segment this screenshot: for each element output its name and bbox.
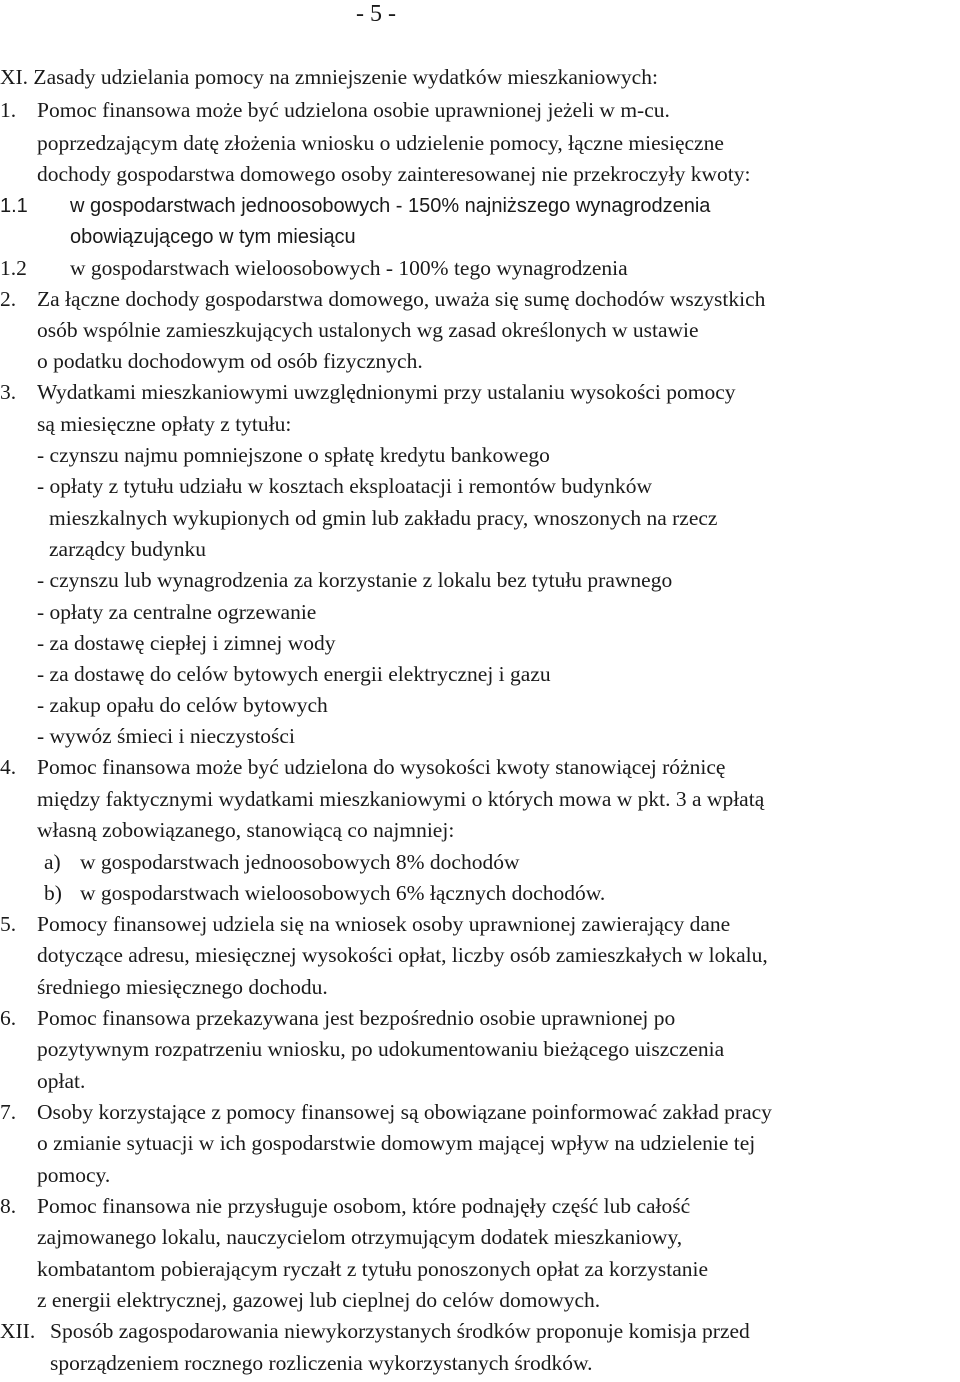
point-8-line-4: z energii elektrycznej, gazowej lub cieplnej do celów domowych. — [37, 1288, 601, 1312]
point-3-dash-2c: zarządcy budynku — [49, 537, 206, 561]
point-3-dash-8: - wywóz śmieci i nieczystości — [37, 724, 295, 748]
point-4-item-a-letter: a) — [44, 850, 61, 874]
point-1-line-1: 1. Pomoc finansowa może być udzielona osobie uprawnionej jeżeli w m-cu. — [0, 98, 670, 122]
point-4-number: 4. — [0, 755, 17, 779]
point-1-1-number: 1.1 — [0, 195, 28, 217]
point-2-number: 2. — [0, 287, 17, 311]
point-3-dash-2a: - opłaty z tytułu udziału w kosztach eksploatacji i remontów budynków — [37, 474, 652, 498]
point-3-dash-3: - czynszu lub wynagrodzenia za korzystanie z lokalu bez tytułu prawnego — [37, 568, 673, 592]
point-2-line-2: osób wspólnie zamieszkujących ustalonych wg zasad określonych w ustawie — [37, 318, 699, 342]
point-7-number: 7. — [0, 1100, 17, 1124]
point-3-dash-4: - opłaty za centralne ogrzewanie — [37, 600, 317, 624]
point-4-item-a: a) w gospodarstwach jednoosobowych 8% dochodów — [44, 850, 520, 874]
point-6-line-2: pozytywnym rozpatrzeniu wniosku, po udokumentowaniu bieżącego uiszczenia — [37, 1037, 725, 1061]
point-3-dash-2b: mieszkalnych wykupionych od gmin lub zakładu pracy, wnoszonych na rzecz — [49, 506, 718, 530]
point-8-line-1: 8. Pomoc finansowa nie przysługuje osobom, które podnajęły część lub całość — [0, 1194, 691, 1218]
point-6-number: 6. — [0, 1006, 17, 1030]
page-number: - 5 - — [356, 1, 396, 27]
section-12-line-2: sporządzeniem rocznego rozliczenia wykorzystanych środków. — [50, 1351, 593, 1375]
point-6-line-3: opłat. — [37, 1069, 86, 1093]
point-5-line-1: 5. Pomocy finansowej udziela się na wniosek osoby uprawnionej zawierający dane — [0, 912, 731, 936]
point-6-line-1: 6. Pomoc finansowa przekazywana jest bezpośrednio osobie uprawnionej po — [0, 1006, 676, 1030]
point-2-line-1: 2. Za łączne dochody gospodarstwa domowego, uważa się sumę dochodów wszystkich — [0, 287, 766, 311]
section-12-line-1: XII. Sposób zagospodarowania niewykorzystanych środków proponuje komisja przed — [0, 1319, 750, 1343]
point-8-line-3: kombatantom pobierającym ryczałt z tytułu ponoszonych opłat za korzystanie — [37, 1257, 709, 1281]
point-4-item-b: b) w gospodarstwach wieloosobowych 6% łącznych dochodów. — [44, 881, 606, 905]
point-1-2-line-1: 1.2 w gospodarstwach wieloosobowych - 100% tego wynagrodzenia — [0, 256, 628, 280]
point-1-number: 1. — [0, 98, 17, 122]
point-5-line-2: dotyczące adresu, miesięcznej wysokości opłat, liczby osób zamieszkałych w lokalu, — [37, 943, 768, 967]
point-7-line-1: 7. Osoby korzystające z pomocy finansowej są obowiązane poinformować zakład pracy — [0, 1100, 772, 1124]
point-7-line-3: pomocy. — [37, 1163, 111, 1187]
point-3-number: 3. — [0, 380, 17, 404]
point-1-1-line-2: obowiązującego w tym miesiącu — [70, 226, 356, 248]
point-1-1-line-1: 1.1 w gospodarstwach jednoosobowych - 150% najniższego wynagrodzenia — [0, 195, 711, 217]
section-12-number: XII. — [0, 1319, 36, 1343]
point-1-line-2: poprzedzającym datę złożenia wniosku o udzielenie pomocy, łączne miesięczne — [37, 131, 724, 155]
point-3-line-1: 3. Wydatkami mieszkaniowymi uwzględnionymi przy ustalaniu wysokości pomocy — [0, 380, 736, 404]
point-3-dash-7: - zakup opału do celów bytowych — [37, 693, 328, 717]
point-4-item-b-letter: b) — [44, 881, 62, 905]
point-5-line-3: średniego miesięcznego dochodu. — [37, 975, 328, 999]
point-8-number: 8. — [0, 1194, 17, 1218]
point-3-dash-5: - za dostawę ciepłej i zimnej wody — [37, 631, 336, 655]
point-4-line-1: 4. Pomoc finansowa może być udzielona do wysokości kwoty stanowiącej różnicę — [0, 755, 726, 779]
point-1-2-number: 1.2 — [0, 256, 27, 280]
point-4-line-3: własną zobowiązanego, stanowiącą co najmniej: — [37, 818, 455, 842]
point-3-dash-6: - za dostawę do celów bytowych energii elektrycznej i gazu — [37, 662, 551, 686]
point-1-line-3: dochody gospodarstwa domowego osoby zainteresowanej nie przekroczyły kwoty: — [37, 162, 751, 186]
point-5-number: 5. — [0, 912, 17, 936]
point-8-line-2: zajmowanego lokalu, nauczycielom otrzymującym dodatek mieszkaniowy, — [37, 1225, 683, 1249]
point-3-line-2: są miesięczne opłaty z tytułu: — [37, 412, 292, 436]
point-3-dash-1: - czynszu najmu pomniejszone o spłatę kredytu bankowego — [37, 443, 550, 467]
point-4-line-2: między faktycznymi wydatkami mieszkaniowymi o których mowa w pkt. 3 a wpłatą — [37, 787, 765, 811]
point-2-line-3: o podatku dochodowym od osób fizycznych. — [37, 349, 423, 373]
section-11-title: XI. Zasady udzielania pomocy na zmniejszenie wydatków mieszkaniowych: — [0, 65, 658, 89]
point-7-line-2: o zmianie sytuacji w ich gospodarstwie domowym mającej wpływ na udzielenie tej — [37, 1131, 756, 1155]
